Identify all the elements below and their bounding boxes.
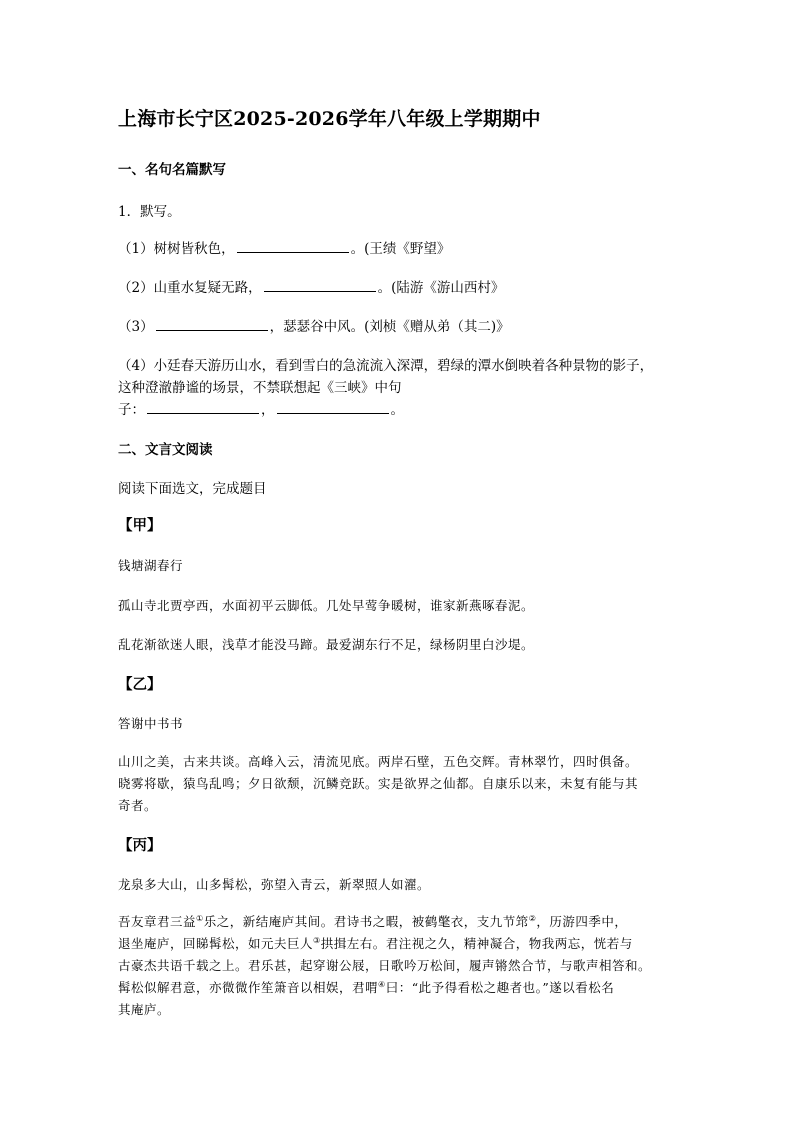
- question-item-4-line-2: 这种澄澈静谧的场景，不禁联想起《三峡》中句: [118, 380, 402, 396]
- text-run: ，历游四季中，: [536, 914, 628, 929]
- text-run: 其庵庐。: [118, 1002, 171, 1017]
- text-run: 吾友章君三益: [118, 914, 197, 929]
- passage-bing-line-1: 龙泉多大山，山多髯松，弥望入青云，新翠照人如濯。: [118, 877, 431, 892]
- passage-yi-line-2: 晓雾将歇，猿鸟乱鸣；夕日欲颓，沉鳞竞跃。实是欲界之仙都。自康乐以来，未复有能与其: [118, 776, 639, 791]
- answer-blank[interactable]: [277, 401, 389, 414]
- passage-label-bing: 【丙】: [118, 837, 162, 854]
- passage-bing-p2-line-3: [118, 956, 651, 974]
- question-1: 1．默写。: [118, 204, 181, 220]
- answer-blank[interactable]: [264, 279, 376, 292]
- question-item-1: [118, 237, 450, 257]
- text-run: 退坐庵庐，回睇髯松，如元夫巨人: [118, 936, 314, 951]
- footnote-marker: ③: [313, 935, 321, 945]
- passage-bing-p2-line-5: [118, 1000, 170, 1018]
- item-text: （1）树树皆秋色，: [118, 241, 235, 257]
- item-separator: ，: [261, 402, 275, 418]
- item-text: （3）: [118, 319, 154, 335]
- passage-bing-p2-line-2: [118, 934, 633, 952]
- poem-line-2: 乱花渐欲迷人眼，浅草才能没马蹄。最爱湖东行不足，绿杨阴里白沙堤。: [118, 637, 535, 652]
- text-run: 拱揖左右。君注视之久，精神凝合，物我两忘，恍若与: [320, 936, 633, 951]
- item-text: 子：: [118, 402, 145, 418]
- question-item-4-line-3: [118, 398, 404, 418]
- section-heading-2: 二、文言文阅读: [118, 442, 213, 458]
- item-source: 。(陆游《游山西村》: [377, 280, 505, 296]
- item-text: （2）山重水复疑无路，: [118, 280, 262, 296]
- passage-label-jia: 【甲】: [118, 517, 162, 534]
- passage-bing-p2-line-1: [118, 912, 627, 930]
- passage-title-yi: 答谢中书书: [118, 716, 184, 731]
- footnote-marker: ④: [378, 979, 386, 989]
- passage-yi-line-1: 山川之美，古来共谈。高峰入云，清流见底。两岸石壁，五色交辉。青林翠竹，四时俱备。: [118, 754, 639, 769]
- footnote-marker: ②: [528, 913, 537, 923]
- answer-blank[interactable]: [147, 401, 259, 414]
- reading-instruction: 阅读下面选文，完成题目: [118, 481, 267, 497]
- question-item-4-line-1: （4）小廷春天游历山水，看到雪白的急流流入深潭，碧绿的潭水倒映着各种景物的影子，: [118, 358, 654, 374]
- question-item-3: [118, 315, 510, 335]
- passage-label-yi: 【乙】: [118, 676, 162, 693]
- answer-blank[interactable]: [237, 240, 349, 253]
- passage-bing-p2-line-4: [118, 978, 614, 996]
- text-run: 古豪杰共语千载之上。君乐甚，起穿谢公屐，日歌吟万松间，履声锵然合节，与歌声相答和。: [118, 958, 652, 973]
- poem-title: 钱塘湖春行: [118, 558, 184, 573]
- page-title: 上海市长宁区2025-2026学年八年级上学期期中: [118, 108, 541, 130]
- poem-line-1: 孤山寺北贾亭西，水面初平云脚低。几处早莺争暖树，谁家新燕啄春泥。: [118, 598, 535, 613]
- item-source: ，瑟瑟谷中风。(刘桢《赠从弟（其二)》: [269, 319, 510, 335]
- item-end: 。: [390, 402, 404, 418]
- passage-yi-line-3: 奇者。: [118, 798, 158, 813]
- question-item-2: [118, 276, 504, 296]
- text-run: 乐之，新结庵庐其间。君诗书之暇，被鹤氅衣，支九节筇: [203, 914, 529, 929]
- answer-blank[interactable]: [156, 318, 268, 331]
- text-run: 髯松似解君意，亦微微作笙箫音以相娱，君喟: [118, 980, 379, 995]
- footnote-marker: ①: [196, 913, 204, 923]
- section-heading-1: 一、名句名篇默写: [118, 162, 226, 178]
- item-source: 。(王绩《野望》: [350, 241, 451, 257]
- text-run: 曰：“此予得看松之趣者也。”遂以看松名: [385, 980, 615, 995]
